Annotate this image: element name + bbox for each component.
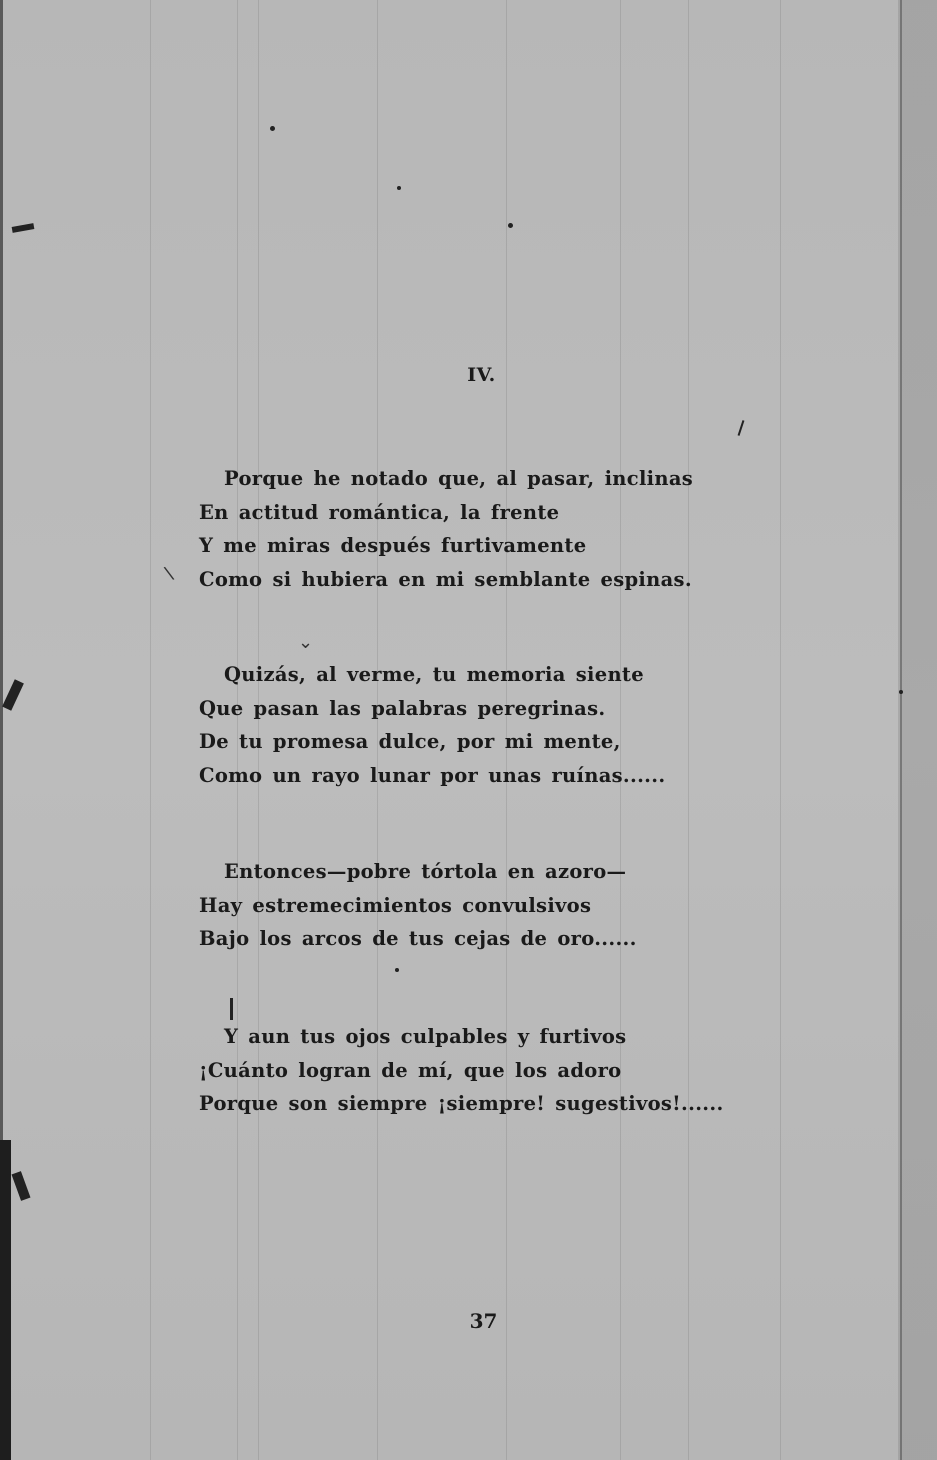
stanza-3 [199, 855, 637, 956]
verse-line: Hay estremecimientos convulsivos [199, 893, 592, 917]
ink-blot-mark [12, 1171, 31, 1201]
page-number: 37 [469, 1309, 498, 1333]
verse-line: Porque he notado que, al pasar, inclinas [224, 467, 694, 490]
dust-speck [508, 223, 513, 228]
verse-line: Como un rayo lunar por unas ruínas...... [199, 763, 666, 787]
scan-artifact-line [150, 0, 151, 1460]
verse-line: ¡Cuánto logran de mí, que los adoro [199, 1058, 622, 1082]
verse-line: Quizás, al verme, tu memoria siente [224, 663, 644, 686]
verse-line: Y aun tus ojos culpables y furtivos [224, 1025, 627, 1048]
ink-blot-mark [12, 223, 35, 233]
verse-line: Y me miras después furtivamente [199, 534, 587, 557]
verse-line: Bajo los arcos de tus cejas de oro...... [199, 927, 637, 950]
pencil-mark [738, 420, 745, 436]
verse-line: Entonces—pobre tórtola en azoro— [224, 860, 627, 883]
verse-line: Que pasan las palabras peregrinas. [199, 696, 606, 720]
stanza-4 [199, 1020, 724, 1121]
scan-artifact-line [688, 0, 689, 1460]
page-right-fold-line [900, 0, 902, 1460]
stanza-1 [199, 462, 693, 596]
dust-speck [397, 186, 401, 190]
verse-line: Porque son siempre ¡siempre! sugestivos!...... [199, 1092, 724, 1115]
scan-artifact-line [780, 0, 781, 1460]
pencil-check-icon: \ [162, 562, 176, 585]
ink-blot-mark [2, 679, 24, 710]
verse-line: En actitud romántica, la frente [199, 500, 560, 524]
verse-line: De tu promesa dulce, por mi mente, [199, 730, 621, 753]
pencil-check-icon: ⌄ [298, 632, 314, 653]
stanza-2 [199, 658, 665, 792]
section-heading: IV. [467, 364, 496, 386]
pencil-mark [230, 998, 233, 1020]
dust-speck [899, 690, 903, 694]
dust-speck [395, 968, 399, 972]
verse-line: Como si hubiera en mi semblante espinas. [199, 567, 692, 591]
dust-speck [270, 126, 275, 131]
page-left-edge-shadow [0, 1140, 11, 1460]
